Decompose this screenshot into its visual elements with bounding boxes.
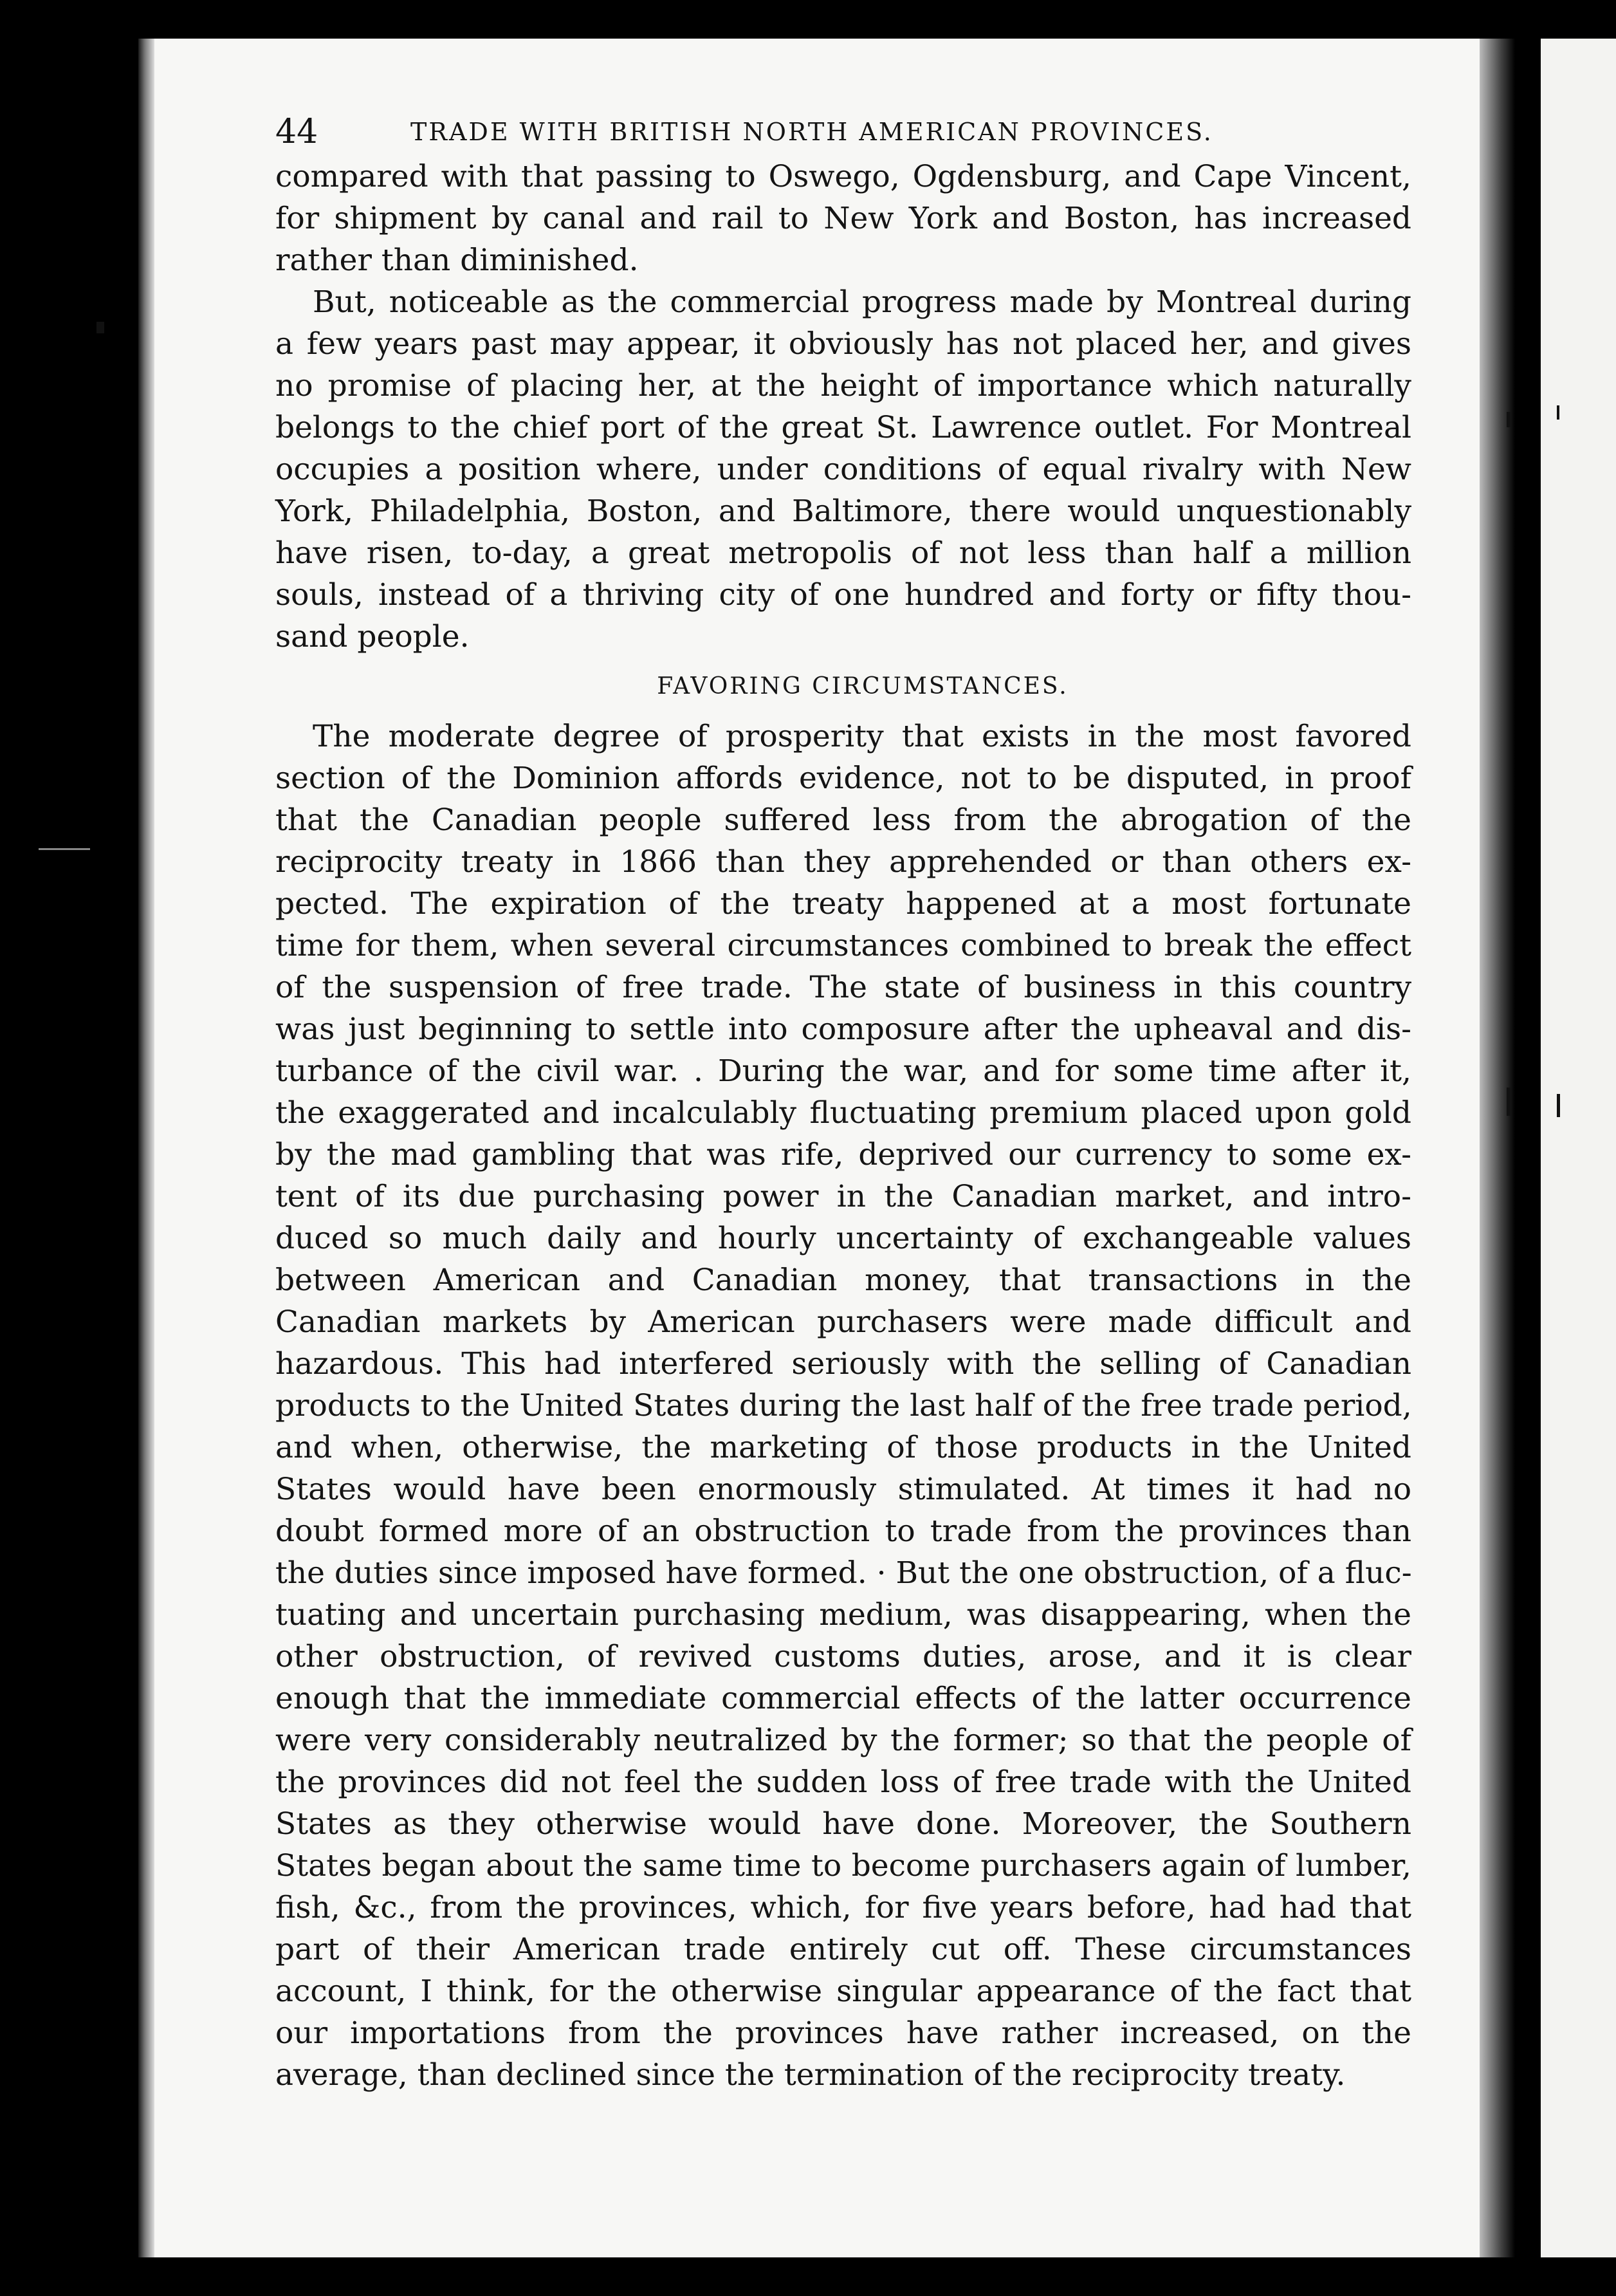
text-line: no promise of placing her, at the height of importance which naturally	[275, 368, 1411, 403]
page-edge-shadow	[1480, 39, 1515, 2257]
scan-speck	[39, 848, 90, 850]
text-line: account, I think, for the otherwise singular appearance of the fact that	[275, 1974, 1411, 2009]
running-title: TRADE WITH BRITISH NORTH AMERICAN PROVINCES.	[410, 118, 1213, 146]
text-line: products to the United States during the last half of the free trade period,	[275, 1388, 1412, 1423]
text-line: by the mad gambling that was rife, deprived our currency to some ex-	[275, 1137, 1411, 1172]
text-line: the exaggerated and incalculably fluctuating premium placed upon gold	[275, 1095, 1411, 1131]
text-line: was just beginning to settle into composure after the upheaval and dis-	[275, 1012, 1411, 1047]
text-line: Canadian markets by American purchasers were made difficult and	[275, 1304, 1411, 1340]
text-line: States would have been enormously stimulated. At times it had no	[275, 1472, 1411, 1507]
text-line: our importations from the provinces have rather increased, on the	[275, 2015, 1411, 2051]
text-line: reciprocity treaty in 1866 than they apprehended or than others ex-	[275, 844, 1411, 880]
paragraph	[275, 156, 1411, 281]
text-line: The moderate degree of prosperity that exists in the most favored	[313, 719, 1411, 754]
text-line: turbance of the civil war. . During the war, and for some time after it,	[275, 1053, 1411, 1089]
text-line: have risen, to-day, a great metropolis of not less than half a million	[275, 535, 1411, 571]
text-line: tent of its due purchasing power in the Canadian market, and intro-	[275, 1179, 1411, 1214]
text-line: part of their American trade entirely cut off. These circumstances	[275, 1932, 1411, 1967]
text-line: and when, otherwise, the marketing of those products in the United	[275, 1430, 1411, 1465]
text-line: sand people.	[275, 619, 470, 654]
text-line: rather than diminished.	[275, 243, 639, 278]
text-line: that the Canadian people suffered less from the abrogation of the	[275, 802, 1411, 838]
text-line: tuating and uncertain purchasing medium, was disappearing, when the	[275, 1597, 1411, 1633]
text-line: for shipment by canal and rail to New York and Boston, has increased	[275, 201, 1411, 236]
page-text-block	[275, 108, 1411, 2096]
page-number: 44	[275, 113, 318, 151]
scan-speck	[96, 322, 104, 333]
text-line: section of the Dominion affords evidence, not to be disputed, in proof	[275, 761, 1411, 796]
text-line: But, noticeable as the commercial progress made by Montreal during	[313, 284, 1411, 320]
text-line: souls, instead of a thriving city of one hundred and forty or fifty thou-	[275, 577, 1411, 613]
text-line: hazardous. This had interfered seriously with the selling of Canadian	[275, 1346, 1411, 1382]
text-line: a few years past may appear, it obviously has not placed her, and gives	[275, 326, 1411, 362]
paragraph	[275, 281, 1411, 658]
section-heading: FAVORING CIRCUMSTANCES.	[657, 673, 1069, 699]
section-paragraphs	[275, 716, 1411, 2096]
scan-speck	[1507, 1088, 1510, 1116]
text-line: time for them, when several circumstances combined to break the effect	[275, 928, 1411, 963]
text-line: the provinces did not feel the sudden loss of free trade with the United	[275, 1764, 1411, 1800]
adjacent-page-edge	[1541, 39, 1616, 2257]
text-line: average, than declined since the termination of the reciprocity treaty.	[275, 2057, 1346, 2093]
text-line: other obstruction, of revived customs duties, arose, and it is clear	[275, 1639, 1411, 1674]
scan-speck	[1507, 412, 1510, 427]
text-line: the duties since imposed have formed. · But the one obstruction, of a fluc-	[275, 1555, 1412, 1591]
paragraph	[275, 716, 1411, 2096]
text-line: compared with that passing to Oswego, Ogdensburg, and Cape Vincent,	[275, 159, 1411, 194]
intro-paragraphs	[275, 156, 1411, 658]
text-line: pected. The expiration of the treaty happened at a most fortunate	[275, 886, 1411, 921]
text-line: States as they otherwise would have done. Moreover, the Southern	[275, 1806, 1411, 1842]
text-line: of the suspension of free trade. The state of business in this country	[275, 970, 1411, 1005]
text-line: occupies a position where, under conditions of equal rivalry with New	[275, 452, 1411, 487]
text-line: between American and Canadian money, that transactions in the	[275, 1263, 1411, 1298]
text-line: duced so much daily and hourly uncertainty of exchangeable values	[275, 1221, 1411, 1256]
text-line: fish, &c., from the provinces, which, for five years before, had had that	[275, 1890, 1411, 1925]
text-line: were very considerably neutralized by the former; so that the people of	[275, 1723, 1411, 1758]
text-line: enough that the immediate commercial effects of the latter occurrence	[275, 1681, 1411, 1716]
scan-speck	[1557, 1094, 1560, 1117]
scan-speck	[1557, 405, 1559, 420]
running-header	[275, 108, 1411, 156]
binding-gutter-shadow	[138, 39, 154, 2257]
text-line: doubt formed more of an obstruction to trade from the provinces than	[275, 1514, 1411, 1549]
text-line: York, Philadelphia, Boston, and Baltimore, there would unquestionably	[275, 494, 1411, 529]
text-line: States began about the same time to become purchasers again of lumber,	[275, 1848, 1411, 1884]
text-line: belongs to the chief port of the great St. Lawrence outlet. For Montreal	[275, 410, 1411, 445]
